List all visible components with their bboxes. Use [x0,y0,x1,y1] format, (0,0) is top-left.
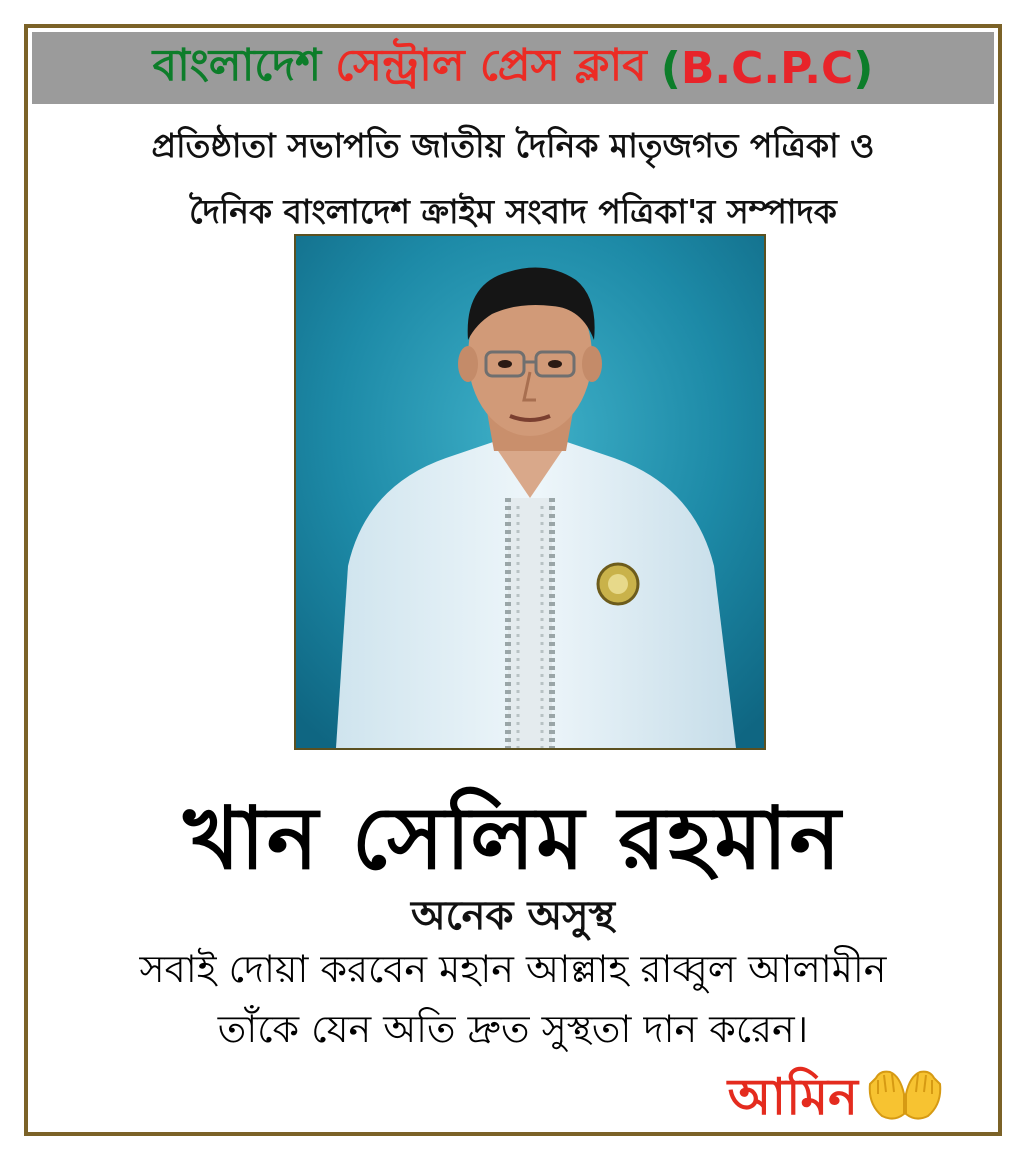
prayer-line-2: তাঁকে যেন অতি দ্রুত সুস্থতা দান করেন। [217,1007,809,1051]
header-banner [32,32,994,104]
amen-text: আমিন [727,1068,858,1126]
portrait-illustration [296,236,764,748]
banner-abbreviation [661,43,874,94]
praying-hands-icon [864,1064,946,1122]
banner-paren-open: ( [660,42,681,94]
prayer-line-1: সবাই দোয়া করবেন মহান আল্লাহ রাব্বুল আলামীন [139,947,887,991]
portrait-photo [294,234,766,750]
subtitle-line-2: দৈনিক বাংলাদেশ ক্রাইম সংবাদ পত্রিকা'র সম্পাদক [189,192,837,231]
banner-paren-close: ) [853,42,874,94]
poster-frame [24,24,1002,1136]
person-name: খান সেলিম রহমান [183,789,843,889]
health-status: অনেক অসুস্থ [410,893,616,939]
banner-abbr-text: B.C.P.C [680,42,854,94]
subtitle-line-1: প্রতিষ্ঠাতা সভাপতি জাতীয় দৈনিক মাতৃজগত পত্রিকা ও [151,126,875,165]
banner-word-central-press-club: সেন্ট্রাল প্রেস ক্লাব [335,39,647,91]
banner-word-bangladesh: বাংলাদেশ [152,39,322,91]
